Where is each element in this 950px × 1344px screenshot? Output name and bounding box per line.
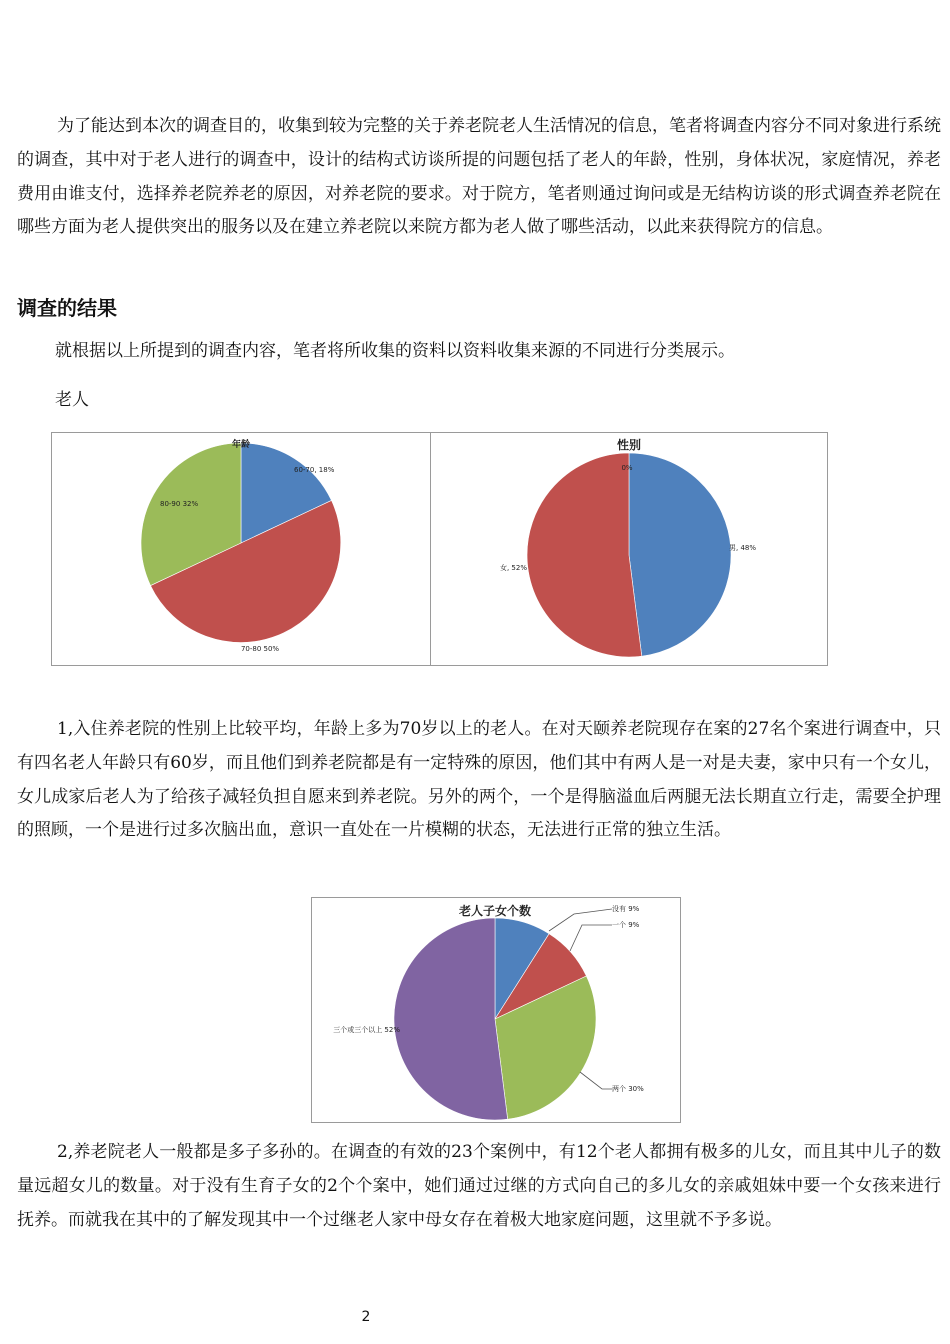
data-label-0: 男, 48%: [729, 544, 757, 552]
results-heading: 调查的结果: [17, 296, 117, 320]
children-chart: [311, 897, 681, 1123]
data-label-2: 两个 30%: [612, 1085, 644, 1093]
intro-paragraph: 为了能达到本次的调查目的，收集到较为完整的关于养老院老人生活情况的信息，笔者将调查内容分不同对象进行系统的调查，其中对于老人进行的调查中，设计的结构式访谈所提的问题包括了老人的年龄，性别，身体状况，家庭情况，养老费用由谁支付，选择养老院养老的原因，对养老院的要求。对于院方，笔者则通过询问或是无结构访谈的形式调查养老院在哪些方面为老人提供突出的服务以及在建立养老院以来院方都为老人做了哪些活动，以此来获得院方的信息。: [17, 116, 941, 238]
finding1-paragraph: 1,入住养老院的性别上比较平均，年龄上多为70岁以上的老人。在对天颐养老院现存在案的27名个案进行调查中，只有四名老人年龄只有60岁，而且他们到养老院都是有一定特殊的原因，他们其中有两人是一对是夫妻，家中只有一个女儿，女儿成家后老人为了给孩子减轻负担自愿来到养老院。另外的两个，一个是得脑溢血后两腿无法长期直立行走，需要全护理的照顾，一个是进行过多次脑出血，意识一直处在一片模糊的状态，无法进行正常的独立生活。: [17, 719, 941, 841]
gender-chart: [430, 432, 828, 666]
children-pie-svg: [312, 898, 680, 1122]
finding2-paragraph: 2,养老院老人一般都是多子多孙的。在调查的有效的23个案例中，有12个老人都拥有极多的儿女，而且其中儿子的数量远超女儿的数量。对于没有生育子女的2个个案中，她们通过过继的方式向自己的多儿女的亲戚姐妹中要一个女孩来进行抚养。而就我在其中的了解发现其中一个过继老人家中母女存在着极大地家庭问题，这里就不予多说。: [17, 1142, 941, 1230]
results-intro: 就根据以上所提到的调查内容，笔者将所收集的资料以资料收集来源的不同进行分类展示。: [55, 341, 735, 361]
data-label-1: 女, 52%: [499, 564, 527, 572]
age-chart: [51, 432, 431, 666]
data-label-2: 0%: [621, 464, 633, 472]
age-pie-svg: [52, 433, 430, 665]
elderly-label: 老人: [55, 390, 89, 410]
data-label-1: 70-80 50%: [240, 645, 280, 653]
data-label-0: 没有 9%: [612, 905, 640, 913]
leader-line-1: [570, 925, 612, 951]
chart-title: 性别: [616, 438, 642, 452]
data-label-1: 一个 9%: [612, 921, 640, 929]
chart-title: 年龄: [231, 440, 251, 450]
data-label-2: 80-90 32%: [160, 500, 199, 508]
gender-pie-svg: [431, 433, 827, 665]
chart-title: 老人子女个数: [458, 904, 532, 918]
pie-slice-1: [527, 453, 642, 657]
leader-line-2: [580, 1072, 612, 1089]
data-label-3: 三个或三个以上 52%: [333, 1026, 400, 1034]
data-label-0: 60-70, 18%: [294, 466, 335, 474]
page-number: 2: [361, 1309, 371, 1325]
pie-slice-0: [629, 453, 731, 656]
pie-slice-3: [394, 918, 508, 1120]
